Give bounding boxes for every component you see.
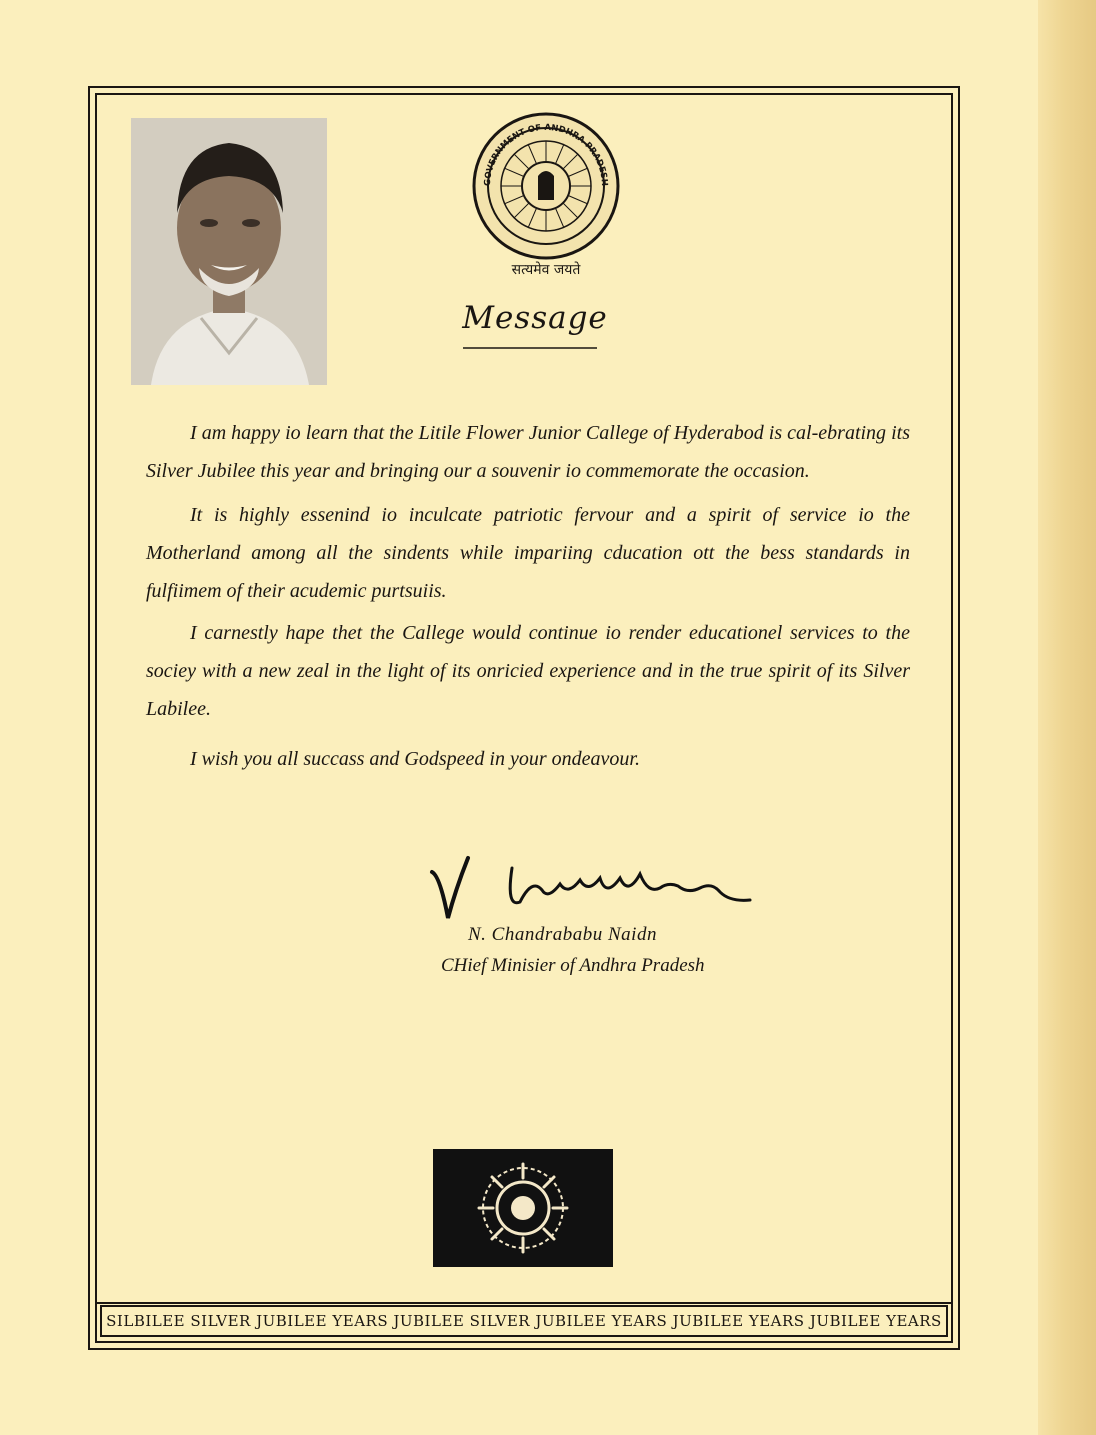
paragraph: I am happy io learn that the Litile Flower Junior Callege of Hyderabod is cal-ebrating its Silver Jubilee this year and bringing our a souvenir io commemorate the occasion.	[146, 422, 910, 482]
page-title: Message	[462, 300, 608, 336]
paragraph: I wish you all succass and Godspeed in your ondeavour.	[190, 748, 640, 770]
footer-band-text: SILBILEE SILVER JUBILEE YEARS JUBILEE SILVER JUBILEE YEARS JUBILEE YEARS JUBILEE YEARS	[100, 1305, 948, 1337]
jubilee-emblem	[433, 1149, 613, 1267]
title-underline	[463, 346, 597, 350]
message-body	[146, 414, 910, 778]
signer-name: N. Chandrababu Naidn	[468, 924, 657, 945]
paragraph: I carnestly hape thet the Callege would continue io render educationel services to the sociey with a new zeal in the light of its onricied experience and in the true spirit of its Silver Labilee.	[146, 622, 910, 720]
seal-text: GOVERNMENT OF ANDHRA PRADESH	[482, 122, 610, 187]
signer-title: CHief Minisier of Andhra Pradesh	[441, 955, 705, 976]
paragraph: It is highly essenind io inculcate patriotic fervour and a spirit of service io the Motherland among all the sindents while impariing cducation ott the bess standards in fulfiimem of their acudemic purtsuiis.	[146, 504, 910, 602]
signature	[420, 848, 765, 932]
state-seal	[468, 108, 624, 288]
page-edge	[1038, 0, 1096, 1435]
seal-motto: सत्यमेव जयते	[511, 262, 581, 278]
portrait-photo	[131, 118, 327, 385]
